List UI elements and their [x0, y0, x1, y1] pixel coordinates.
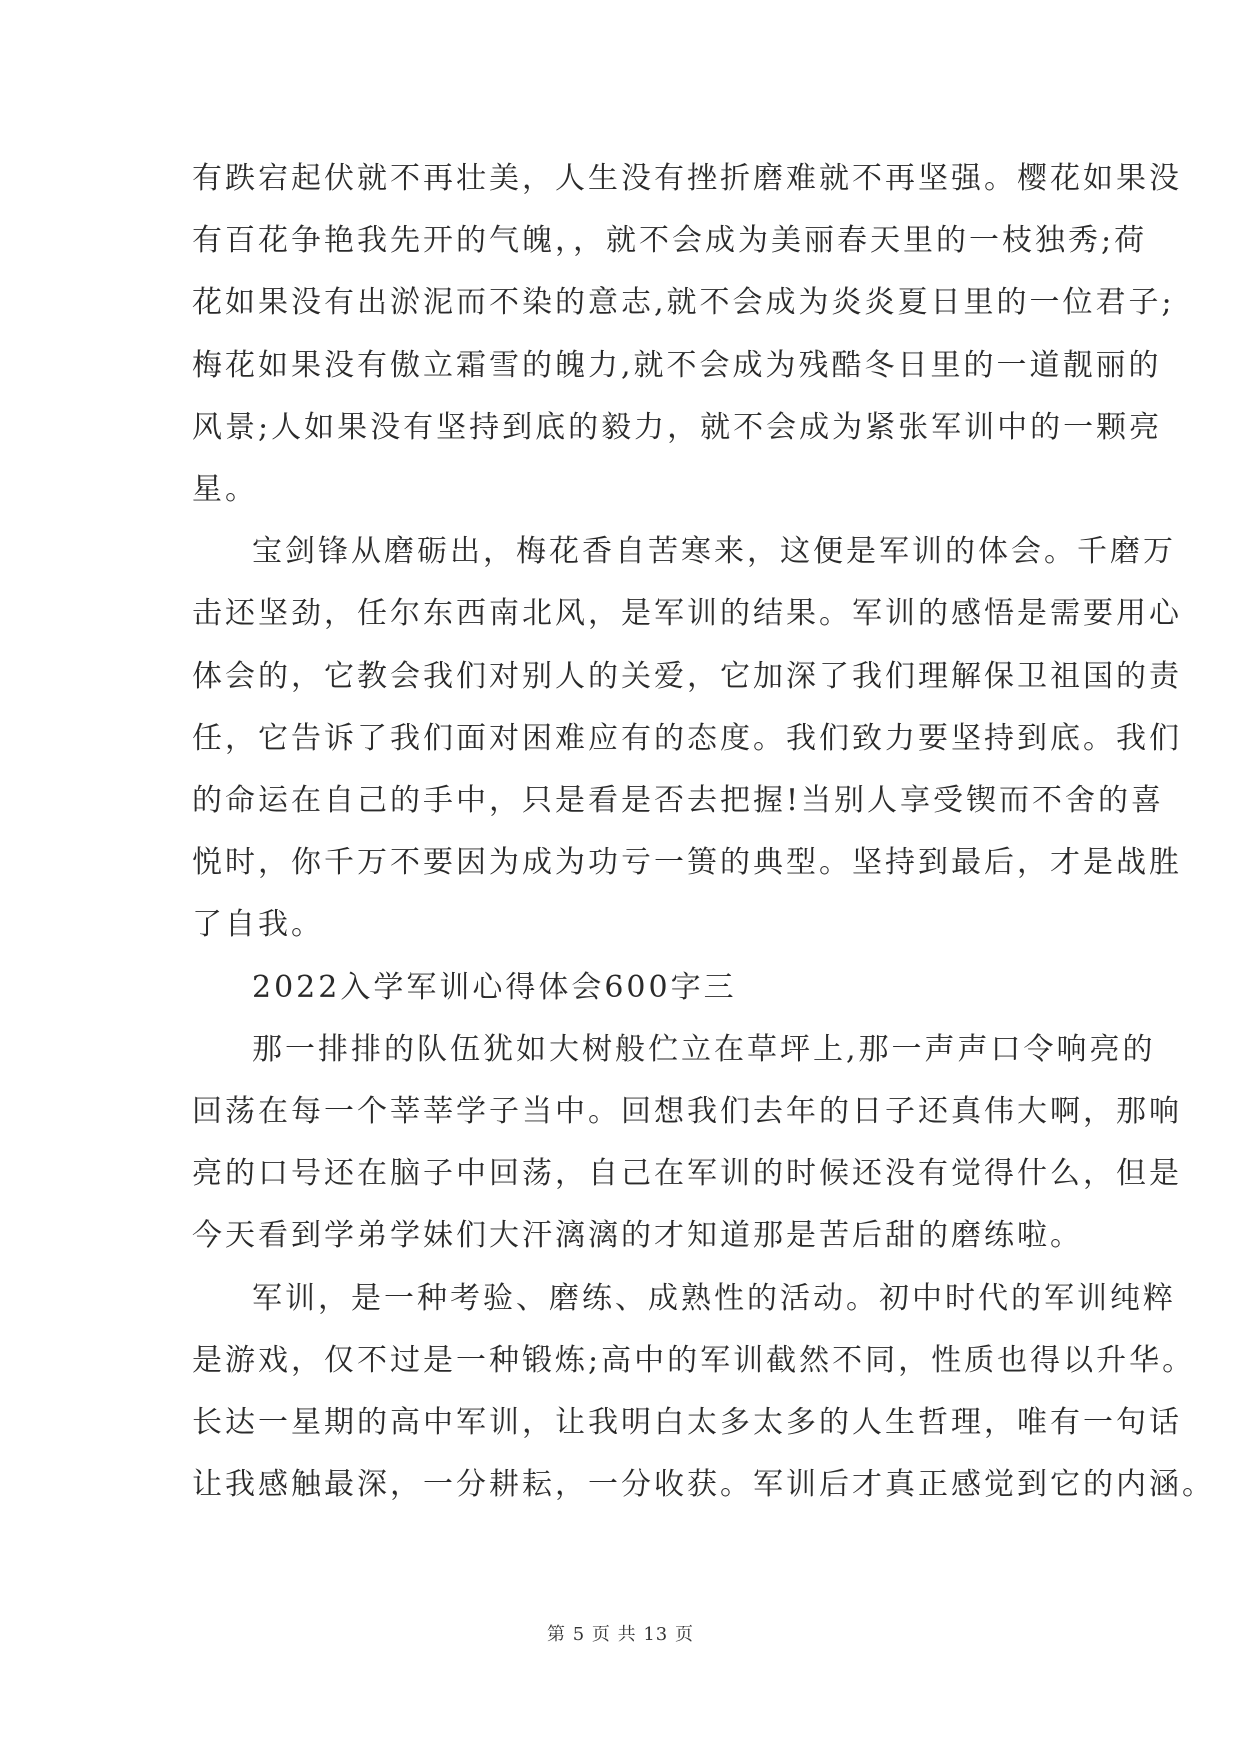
page-footer: 第 5 页 共 13 页	[547, 1624, 694, 1645]
text-line: 悦时，你千万不要因为成为功亏一篑的典型。坚持到最后，才是战胜	[192, 845, 1182, 880]
text-line: 任，它告诉了我们面对困难应有的态度。我们致力要坚持到底。我们	[192, 721, 1182, 756]
text-line: 2022入学军训心得体会600字三	[252, 970, 737, 1005]
text-line: 军训，是一种考验、磨练、成熟性的活动。初中时代的军训纯粹	[252, 1281, 1176, 1316]
text-line: 今天看到学弟学妹们大汗漓漓的才知道那是苦后甜的磨练啦。	[192, 1218, 1083, 1253]
text-line: 有跌宕起伏就不再壮美，人生没有挫折磨难就不再坚强。樱花如果没	[192, 161, 1182, 196]
text-line: 亮的口号还在脑子中回荡，自己在军训的时候还没有觉得什么，但是	[192, 1156, 1182, 1191]
text-line: 让我感触最深，一分耕耘，一分收获。军训后才真正感觉到它的内涵。	[192, 1467, 1215, 1502]
text-line: 长达一星期的高中军训，让我明白太多太多的人生哲理，唯有一句话	[192, 1405, 1182, 1440]
text-line: 是游戏，仅不过是一种锻炼;高中的军训截然不同，性质也得以升华。	[192, 1343, 1196, 1378]
text-line: 梅花如果没有傲立霜雪的魄力,就不会成为残酷冬日里的一道靓丽的	[192, 348, 1162, 383]
text-line: 回荡在每一个莘莘学子当中。回想我们去年的日子还真伟大啊，那响	[192, 1094, 1182, 1129]
text-line: 有百花争艳我先开的气魄，，就不会成为美丽春天里的一枝独秀;荷	[192, 223, 1148, 258]
text-line: 花如果没有出淤泥而不染的意志,就不会成为炎炎夏日里的一位君子;	[192, 285, 1175, 320]
text-line: 星。	[192, 472, 258, 507]
text-line: 宝剑锋从磨砺出，梅花香自苦寒来，这便是军训的体会。千磨万	[252, 534, 1176, 569]
text-line: 那一排排的队伍犹如大树般伫立在草坪上,那一声声口令响亮的	[252, 1032, 1156, 1067]
text-line: 风景;人如果没有坚持到底的毅力，就不会成为紧张军训中的一颗亮	[192, 410, 1163, 445]
text-line: 体会的，它教会我们对别人的关爱，它加深了我们理解保卫祖国的责	[192, 659, 1182, 694]
text-line: 了自我。	[192, 907, 324, 942]
text-line: 击还坚劲，任尔东西南北风，是军训的结果。军训的感悟是需要用心	[192, 596, 1182, 631]
text-line: 的命运在自己的手中，只是看是否去把握!当别人享受锲而不舍的喜	[192, 783, 1165, 818]
